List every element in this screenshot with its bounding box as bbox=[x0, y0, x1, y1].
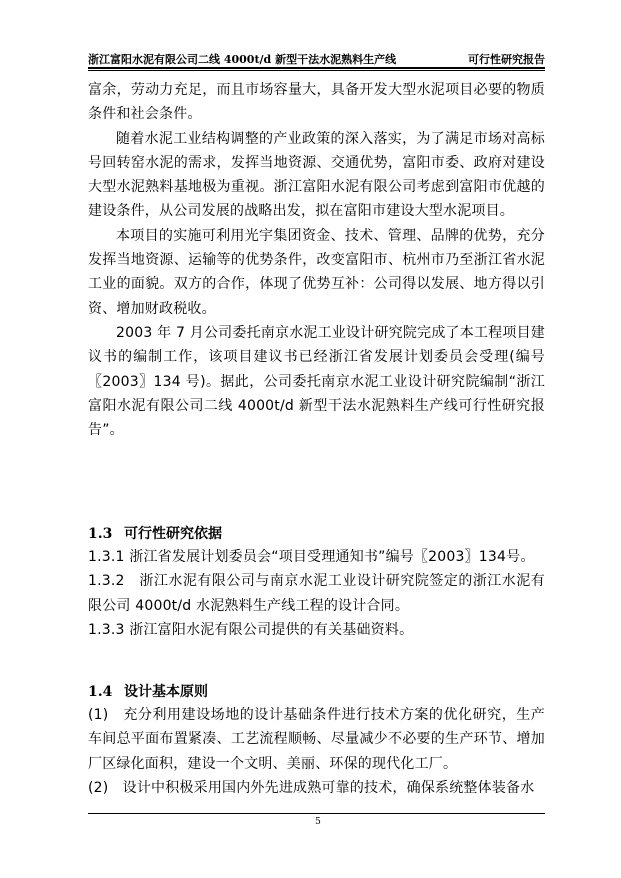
list-item: (2) 设计中积极采用国内外先进成熟可靠的技术，确保系统整体装备水 bbox=[88, 779, 535, 796]
page-header bbox=[88, 48, 545, 68]
section-1-3-items bbox=[88, 545, 545, 642]
paragraph: 本项目的实施可利用光宇集团资金、技术、管理、品牌的优势，充分发挥当地资源、运输等的优势条件，改变富阳市、杭州市乃至浙江省水泥工业的面貌。双方的合作，体现了优势互补：公司得以发展、地方得以引资、增加财政税收。 bbox=[88, 227, 545, 317]
footer-rule bbox=[88, 813, 545, 814]
list-item: 1.3.1 浙江省发展计划委员会“项目受理通知书”编号〖2003〗134号。 bbox=[88, 549, 535, 565]
list-item: (1) 充分利用建设场地的设计基础条件进行技术方案的优化研究，生产车间总平面布置紧凑、工艺流程顺畅、尽量减少不必要的生产环节、增加厂区绿化面积，建设一个文明、美丽、环保的现代化工厂。 bbox=[88, 707, 545, 772]
list-item: 1.3.2 浙江水泥有限公司与南京水泥工业设计研究院签定的浙江水泥有限公司 4000t/d 水泥熟料生产线工程的设计合同。 bbox=[88, 573, 545, 614]
page-number: 5 bbox=[315, 817, 321, 827]
section-title: 设计基本原则 bbox=[124, 684, 208, 700]
list-item: 1.3.3 浙江富阳水泥有限公司提供的有关基础资料。 bbox=[88, 621, 414, 638]
paragraph: 随着水泥工业结构调整的产业政策的深入落实，为了满足市场对高标号回转窑水泥的需求，发挥当地资源、交通优势，富阳市委、政府对建设大型水泥熟料基地极为重视。浙江富阳水泥有限公司考虑到富阳市优越的建设条件，从公司发展的战略出发，拟在富阳市建设大型水泥项目。 bbox=[88, 130, 545, 220]
section-number: 1.3 bbox=[88, 526, 113, 542]
header-rule-thin bbox=[88, 70, 545, 71]
body-text bbox=[88, 78, 545, 442]
section-heading-1-3 bbox=[88, 523, 545, 543]
section-number: 1.4 bbox=[88, 684, 113, 700]
paragraph-continued: 富余，劳动力充足，而且市场容量大，具备开发大型水泥项目必要的物质条件和社会条件。 bbox=[88, 82, 545, 123]
paragraph: 2003 年 7 月公司委托南京水泥工业设计研究院完成了本工程项目建议书的编制工作，该项目建议书已经浙江省发展计划委员会受理(编号〖2003〗134 号)。据此，公司委托南京水泥工业设计研究院编制“浙江富阳水泥有限公司二线 4000t/d 新型干法水泥熟料生产线可行性研究报告”。 bbox=[88, 324, 545, 439]
header-report-type: 可行性研究报告 bbox=[468, 53, 545, 66]
section-title: 可行性研究依据 bbox=[124, 526, 222, 542]
section-heading-1-4 bbox=[88, 681, 545, 701]
header-document-title: 浙江富阳水泥有限公司二线 4000t/d 新型干法水泥熟料生产线 bbox=[88, 53, 397, 66]
section-1-4-items bbox=[88, 703, 545, 800]
header-rule bbox=[88, 67, 545, 69]
